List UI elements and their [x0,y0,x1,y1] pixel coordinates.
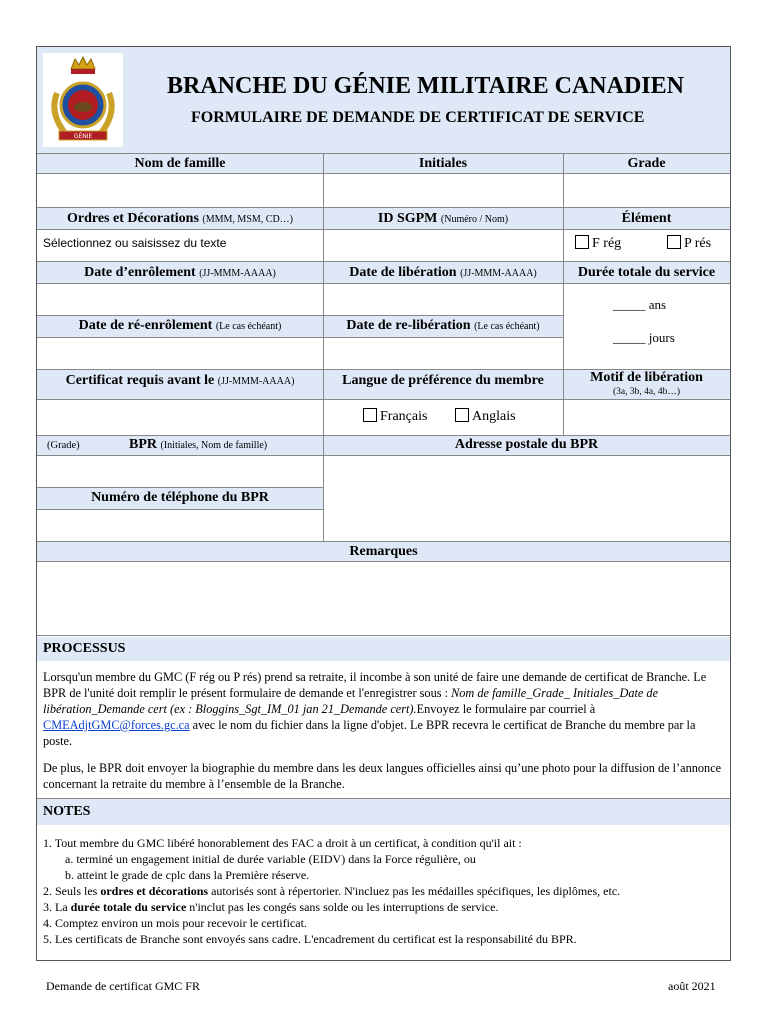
pres-checkbox[interactable]: P rés [667,235,711,252]
note-1a: a. terminé un engagement initial de durée variable (EIDV) dans la Force régulière, ou [65,852,476,866]
checkbox-icon [667,235,681,249]
label-langue: Langue de préférence du membre [342,373,544,388]
anglais-checkbox[interactable]: Anglais [455,408,516,425]
telephone-input[interactable] [37,509,323,541]
email-link[interactable]: CMEAdjtGMC@forces.gc.ca [43,718,190,732]
label-nom: Nom de famille [134,156,226,171]
checkbox-icon [575,235,589,249]
label-duree: Durée totale du service [577,265,716,280]
label-initiales: Initiales [418,156,468,171]
freg-checkbox[interactable]: F rég [575,235,621,252]
nom-input[interactable] [37,173,323,205]
motif-input[interactable] [563,399,730,435]
processus-heading: PROCESSUS [37,637,730,661]
label-bpr: BPR (Initiales, Nom de famille) [129,437,268,452]
grade-input[interactable] [563,173,730,205]
checkbox-icon [363,408,377,422]
footer-right: août 2021 [668,979,716,993]
date-enrolement-input[interactable] [37,283,323,315]
label-date-reenrolement: Date de ré-enrôlement (Le cas échéant) [78,318,282,333]
remarques-input[interactable] [37,561,730,635]
note-2: 2. Seuls les ordres et décorations autorisés sont à répertorier. N'incluez pas les médailles spécifiques, les diplômes, etc. [43,884,621,898]
processus-paragraph-2: De plus, le BPR doit envoyer la biographie du membre dans les deux langues officielles ainsi qu’une photo pour la diffusion de l’annonce concernant la retraite du membre à l’ensemble de la Branche. [43,761,722,791]
form-subtitle: FORMULAIRE DE DEMANDE DE CERTIFICAT DE SERVICE [191,109,645,126]
idsgpm-input[interactable] [323,229,563,259]
label-motif: Motif de libération [590,370,703,385]
duree-jours-field[interactable]: _____ jours [613,330,675,345]
note-3: 3. La durée totale du service n'inclut pas les congés sans solde ou les interruptions de service. [43,900,499,914]
date-reliberation-input[interactable] [323,337,563,369]
note-5: 5. Les certificats de Branche sont envoyés sans cadre. L'encadrement du certificat est la responsabilité du BPR. [43,932,577,946]
label-certificat-avant: Certificat requis avant le (JJ-MMM-AAAA) [65,373,295,388]
notes-list [43,835,727,947]
adresse-input[interactable] [323,455,730,541]
ordres-dropdown[interactable]: Sélectionnez ou saisissez du texte [43,236,227,250]
label-adresse: Adresse postale du BPR [454,437,599,452]
label-date-liberation: Date de libération (JJ-MMM-AAAA) [349,265,537,280]
label-date-enrolement: Date d’enrôlement (JJ-MMM-AAAA) [84,265,276,280]
checkbox-icon [455,408,469,422]
note-1b: b. atteint le grade de cplc dans la Première réserve. [65,868,310,882]
label-grade-small: (Grade) [47,440,80,451]
date-reenrolement-input[interactable] [37,337,323,369]
form-title: BRANCHE DU GÉNIE MILITAIRE CANADIEN [167,73,684,99]
label-telephone: Numéro de téléphone du BPR [91,490,269,505]
motif-hint: (3a, 3b, 4a, 4b…) [612,387,680,397]
label-ordres: Ordres et Décorations (MMM, MSM, CD…) [66,211,293,226]
date-liberation-input[interactable] [323,283,563,315]
note-1: 1. Tout membre du GMC libéré honorablement des FAC a droit à un certificat, à condition qu'il ait : [43,836,522,850]
label-date-reliberation: Date de re-libération (Le cas échéant) [346,318,540,333]
francais-checkbox[interactable]: Français [363,408,427,425]
notes-heading: NOTES [37,799,730,825]
footer-left: Demande de certificat GMC FR [46,979,200,993]
engineer-branch-badge-icon [43,53,123,147]
label-element: Élément [621,211,672,226]
initiales-input[interactable] [323,173,563,205]
label-idsgpm: ID SGPM (Numéro / Nom) [377,211,509,226]
label-grade: Grade [627,156,666,171]
note-4: 4. Comptez environ un mois pour recevoir le certificat. [43,916,307,930]
service-certificate-form [36,46,731,961]
bpr-input[interactable] [37,455,323,487]
duree-ans-field[interactable]: _____ ans [613,297,667,312]
form-header [37,47,730,153]
certificat-avant-input[interactable] [37,399,323,435]
label-remarques: Remarques [349,544,418,559]
processus-paragraph-1: Lorsqu'un membre du GMC (F rég ou P rés) prend sa retraite, il incombe à son unité de faire une demande de certificat de Branche. Le BPR de l'unité doit remplir le présent formulaire de demande et l'enregistrer sous : Nom de famille_Grade_ Initiales_Date de libération_Demande cert (ex : Bloggins_Sgt_IM_01 jan 21_Demande cert).Envoyez le formulaire par courriel à CMEAdjtGMC@forces.gc.ca avec le nom du fichier dans la ligne d'objet. Le BPR recevra le certificat de Branche du membre par la poste. [43,670,707,748]
svg-text:GÉNIE: GÉNIE [73,133,93,140]
